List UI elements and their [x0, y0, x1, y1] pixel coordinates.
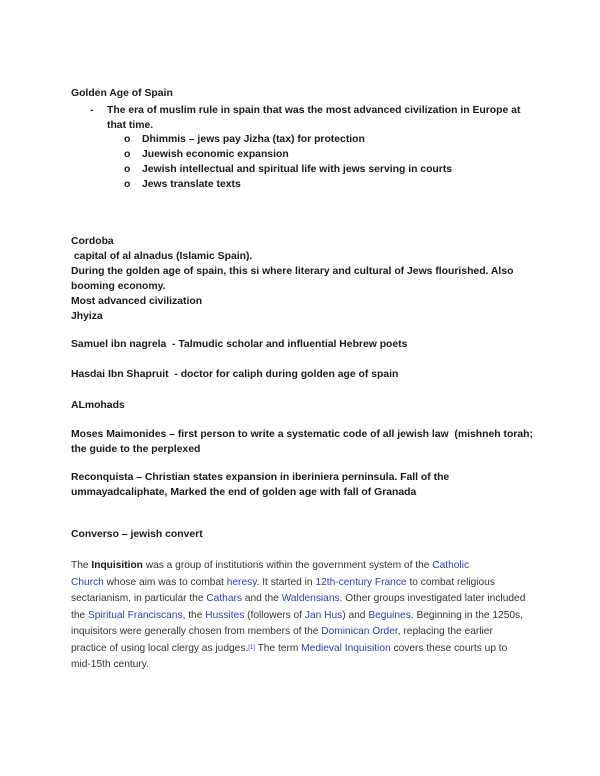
moses-line: Moses Maimonides – first person to write a systematic code of all jewish law (mishneh torah; — [71, 429, 533, 440]
text: , replacing the earlier — [397, 626, 493, 637]
cordoba-line: booming economy. — [71, 281, 166, 292]
text: , the — [182, 609, 206, 621]
text: (followers of — [244, 609, 305, 621]
inquisition-line — [71, 624, 549, 641]
bullet-marker: o — [124, 164, 131, 175]
inquisition-line — [71, 608, 549, 625]
cordoba-line: capital of al alnadus (Islamic Spain). — [71, 251, 253, 262]
inquisition-line — [71, 641, 549, 658]
text: covers these courts up to — [390, 642, 508, 654]
cordoba-line: During the golden age of spain, this si where literary and cultural of Jews flourished. Also — [71, 266, 514, 277]
inquisition-term: Inquisition — [91, 560, 143, 571]
text: practice of using local clergy as judges. — [71, 642, 249, 654]
almohads-line: ALmohads — [71, 400, 125, 411]
dominican-link[interactable]: Dominican Order — [321, 626, 398, 637]
moses-section — [71, 427, 541, 457]
bullet-marker: o — [124, 179, 131, 190]
inquisition-paragraph — [71, 558, 549, 674]
text: the — [71, 609, 88, 621]
text: inquisitors were generally chosen from members of the — [71, 626, 322, 637]
inquisition-line — [71, 657, 549, 674]
footnote-link[interactable]: [1] — [248, 644, 255, 651]
cathars-link[interactable]: Cathars — [206, 593, 242, 604]
text: . Other groups investigated later included — [339, 593, 526, 604]
text: . It started in — [256, 576, 316, 588]
golden-age-main-line1: The era of muslim rule in spain that was the most advanced civilization in Europe at — [107, 105, 521, 116]
cordoba-heading: Cordoba — [71, 236, 114, 247]
golden-age-heading: Golden Age of Spain — [71, 88, 173, 99]
church-link[interactable]: Church — [71, 576, 104, 588]
cordoba-section — [71, 234, 541, 324]
inquisition-line — [71, 558, 549, 575]
beguines-link[interactable]: Beguines — [368, 609, 411, 621]
cordoba-line: Most advanced civilization — [71, 296, 203, 307]
text: The — [71, 560, 92, 571]
hussites-link[interactable]: Hussites — [205, 609, 245, 621]
jan-hus-link[interactable]: Jan Hus — [304, 609, 343, 621]
golden-age-main-line2: that time. — [107, 120, 154, 131]
bullet-marker: o — [124, 134, 131, 145]
text: . Beginning in the 1250s, — [410, 609, 523, 621]
moses-line: the guide to the perplexed — [71, 444, 201, 455]
catholic-link[interactable]: Catholic — [432, 560, 470, 571]
inquisition-line — [71, 591, 549, 608]
cordoba-line: Jhyiza — [71, 311, 103, 322]
text: whose aim was to combat — [103, 576, 227, 588]
sub-bullet-dhimmis: Dhimmis – jews pay Jizha (tax) for protection — [142, 134, 365, 145]
bullet-marker: o — [124, 149, 131, 160]
converso-line: Converso – jewish convert — [71, 529, 203, 540]
text: ) and — [342, 609, 369, 621]
waldensians-link[interactable]: Waldensians — [281, 593, 340, 604]
reconquista-line: Reconquista – Christian states expansion in iberiniera perninsula. Fall of the — [71, 472, 450, 483]
text: sectarianism, in particular the — [71, 593, 207, 604]
france-link[interactable]: 12th-century France — [315, 576, 407, 588]
sub-bullet-translate: Jews translate texts — [142, 179, 241, 190]
sub-bullet-economic: Juewish economic expansion — [142, 149, 289, 160]
text: The term — [254, 642, 302, 654]
sub-bullet-intellectual: Jewish intellectual and spiritual life with jews serving in courts — [142, 164, 453, 175]
heresy-link[interactable]: heresy — [226, 576, 257, 588]
dash-bullet: - — [90, 105, 94, 116]
samuel-line: Samuel ibn nagrela - Talmudic scholar and influential Hebrew poets — [71, 339, 408, 350]
text: and the — [242, 593, 282, 604]
inquisition-line — [71, 575, 549, 592]
medieval-inquisition-link[interactable]: Medieval Inquisition — [301, 642, 391, 654]
reconquista-line: ummayadcaliphate, Marked the end of golden age with fall of Granada — [71, 487, 417, 498]
text: mid-15th century. — [71, 659, 149, 670]
reconquista-section — [71, 470, 541, 500]
text: was a group of institutions within the government system of the — [142, 560, 433, 571]
text: to combat religious — [406, 576, 495, 588]
franciscans-link[interactable]: Spiritual Franciscans — [88, 609, 183, 621]
hasdai-line: Hasdai Ibn Shapruit - doctor for caliph during golden age of spain — [71, 369, 399, 380]
